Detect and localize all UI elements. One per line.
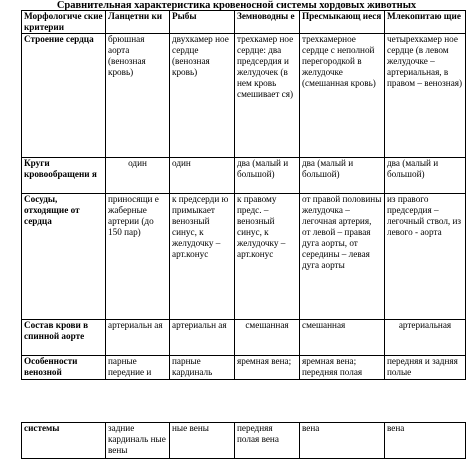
table-cell: яремная вена; передняя полая — [300, 356, 385, 380]
table-cell: приносящи е жаберные артерии (до 150 пар) — [106, 194, 170, 320]
table-cell: яремная вена; — [235, 356, 300, 380]
table-cell: артериальная — [385, 320, 466, 356]
header-mammals: Млекопитаю щие — [385, 11, 466, 34]
table-cell: брюшная аорта (венозная кровь) — [106, 34, 170, 158]
table-cell: двухкамер ное сердце (венозная кровь) — [170, 34, 235, 158]
comparison-table — [21, 10, 466, 380]
table-cell: два (малый и большой) — [385, 158, 466, 194]
header-criteria: Морфологиче ские критерии — [22, 11, 106, 34]
table-cell: к предсерди ю примыкает венозный синус, к желудочку – арт.конус — [170, 194, 235, 320]
table-cell: трехкамер ное сердце: два предсердия и желудочек (в нем кровь смешивает ся) — [235, 34, 300, 158]
table-cell: к правому предс. – венозный синус, к желудочку – арт.конус — [235, 194, 300, 320]
header-lancelets: Ланцетни ки — [106, 11, 170, 34]
table-cell: смешанная — [235, 320, 300, 356]
header-reptiles: Пресмыкающ иеся — [300, 11, 385, 34]
table-cell: один — [170, 158, 235, 194]
table-cell: задние кардиналь ные вены — [106, 423, 170, 459]
table-header-row — [22, 11, 466, 34]
table-row-vessels — [22, 194, 466, 320]
table-cell: вена — [300, 423, 385, 459]
table-cell: парные передние и — [106, 356, 170, 380]
row-heading-vessels: Сосуды, отходящие от сердца — [22, 194, 106, 320]
table-cell: парные кардиналь — [170, 356, 235, 380]
table-row-continuation — [22, 423, 466, 459]
table-cell: два (малый и большой) — [235, 158, 300, 194]
table-cell: передняя и задняя полые — [385, 356, 466, 380]
table-cell: смешанная — [300, 320, 385, 356]
header-amphibians: Земноводны е — [235, 11, 300, 34]
table-cell: один — [106, 158, 170, 194]
row-heading-heart: Строение сердца — [22, 34, 106, 158]
table-row-heart — [22, 34, 466, 158]
table-cell: от правой половины желудочка – легочная артерия, от левой – правая дуга аорты, от середины – левая дуга аорты — [300, 194, 385, 320]
table-cell: ные вены — [170, 423, 235, 459]
table-row-circulation — [22, 158, 466, 194]
header-fish: Рыбы — [170, 11, 235, 34]
table-row-venous — [22, 356, 466, 380]
table-cell: трехкамерное сердце с неполной перегородкой в желудочке (смешанная кровь) — [300, 34, 385, 158]
row-heading-venous: Особенности венозной — [22, 356, 106, 380]
table-cell: артериальн ая — [106, 320, 170, 356]
page-title: Сравнительная характеристика кровеносной системы хордовых животных — [56, 0, 417, 11]
table-cell: вена — [385, 423, 466, 459]
table-cell: артериальн ая — [170, 320, 235, 356]
row-heading-system: системы — [22, 423, 106, 459]
continuation-table — [21, 422, 466, 459]
row-heading-circulation: Круги кровообращени я — [22, 158, 106, 194]
row-heading-blood: Состав крови в спинной аорте — [22, 320, 106, 356]
table-cell: передняя полая вена — [235, 423, 300, 459]
table-cell: четырехкамер ное сердце (в левом желудочке – артериальная, в правом – венозная) — [385, 34, 466, 158]
table-cell: из правого предсердия – легочный ствол, из левого - аорта — [385, 194, 466, 320]
table-cell: два (малый и большой) — [300, 158, 385, 194]
table-row-blood — [22, 320, 466, 356]
